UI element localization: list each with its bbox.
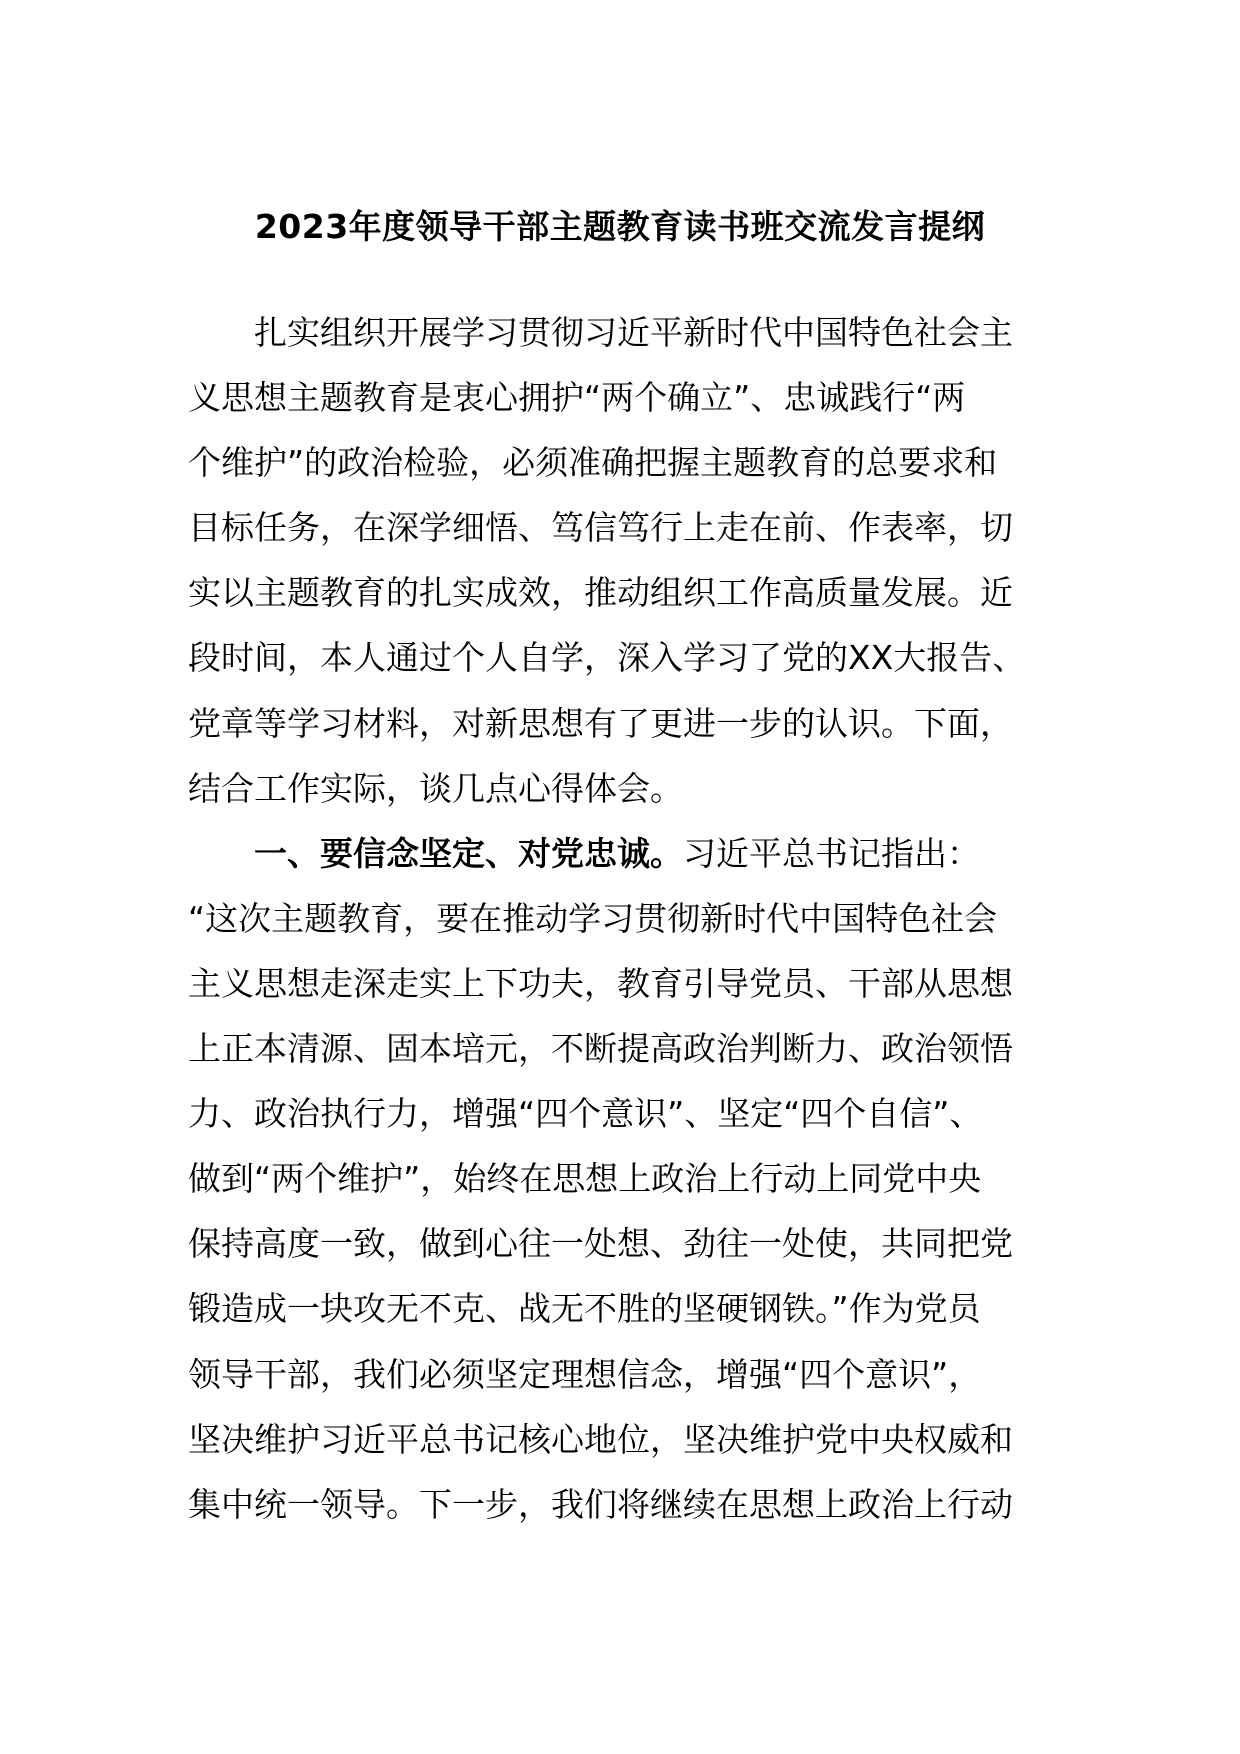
paragraph-line: 做到“两个维护”，始终在思想上政治上行动上同党中央 bbox=[188, 1159, 982, 1199]
paragraph-line: 保持高度一致，做到心往一处想、劲往一处使，共同把党 bbox=[188, 1224, 1013, 1264]
section-heading-line bbox=[188, 821, 1068, 886]
paragraph-line: 实以主题教育的扎实成效，推动组织工作高质量发展。近 bbox=[188, 573, 1013, 613]
section-heading: 一、要信念坚定、对党忠诚。 bbox=[254, 833, 683, 873]
paragraph-line: 上正本清源、固本培元，不断提高政治判断力、政治领悟 bbox=[188, 1029, 1013, 1069]
paragraph-line: 集中统一领导。下一步，我们将继续在思想上政治上行动 bbox=[188, 1484, 1013, 1524]
paragraph-line: 扎实组织开展学习贯彻习近平新时代中国特色社会主 bbox=[254, 313, 1013, 352]
paragraph-line: 坚决维护习近平总书记核心地位，坚决维护党中央权威和 bbox=[188, 1419, 1013, 1459]
paragraph-line: 目标任务，在深学细悟、笃信笃行上走在前、作表率，切 bbox=[188, 508, 1013, 548]
paragraph-line: 段时间，本人通过个人自学，深入学习了党的XX大报告、 bbox=[188, 638, 1026, 678]
paragraph-line: 个维护”的政治检验，必须准确把握主题教育的总要求和 bbox=[188, 443, 998, 483]
paragraph-line: 领导干部，我们必须坚定理想信念，增强“四个意识”， bbox=[188, 1354, 982, 1394]
document-body bbox=[188, 300, 1068, 1537]
document-title: 2023年度领导干部主题教育读书班交流发言提纲 bbox=[254, 207, 986, 246]
paragraph-line: 锻造成一块攻无不克、战无不胜的坚硬钢铁。”作为党员 bbox=[188, 1289, 981, 1329]
paragraph-line: “这次主题教育，要在推动学习贯彻新时代中国特色社会 bbox=[188, 898, 998, 938]
section-lead-text: 习近平总书记指出： bbox=[683, 833, 980, 873]
paragraph-line: 结合工作实际，谈几点心得体会。 bbox=[188, 768, 683, 808]
paragraph-line: 主义思想走深走实上下功夫，教育引导党员、干部从思想 bbox=[188, 963, 1013, 1003]
paragraph-line: 义思想主题教育是衷心拥护“两个确立”、忠诚践行“两 bbox=[188, 378, 966, 418]
paragraph-line: 党章等学习材料，对新思想有了更进一步的认识。下面， bbox=[188, 703, 1013, 743]
paragraph-line: 力、政治执行力，增强“四个意识”、坚定“四个自信”、 bbox=[188, 1094, 983, 1134]
